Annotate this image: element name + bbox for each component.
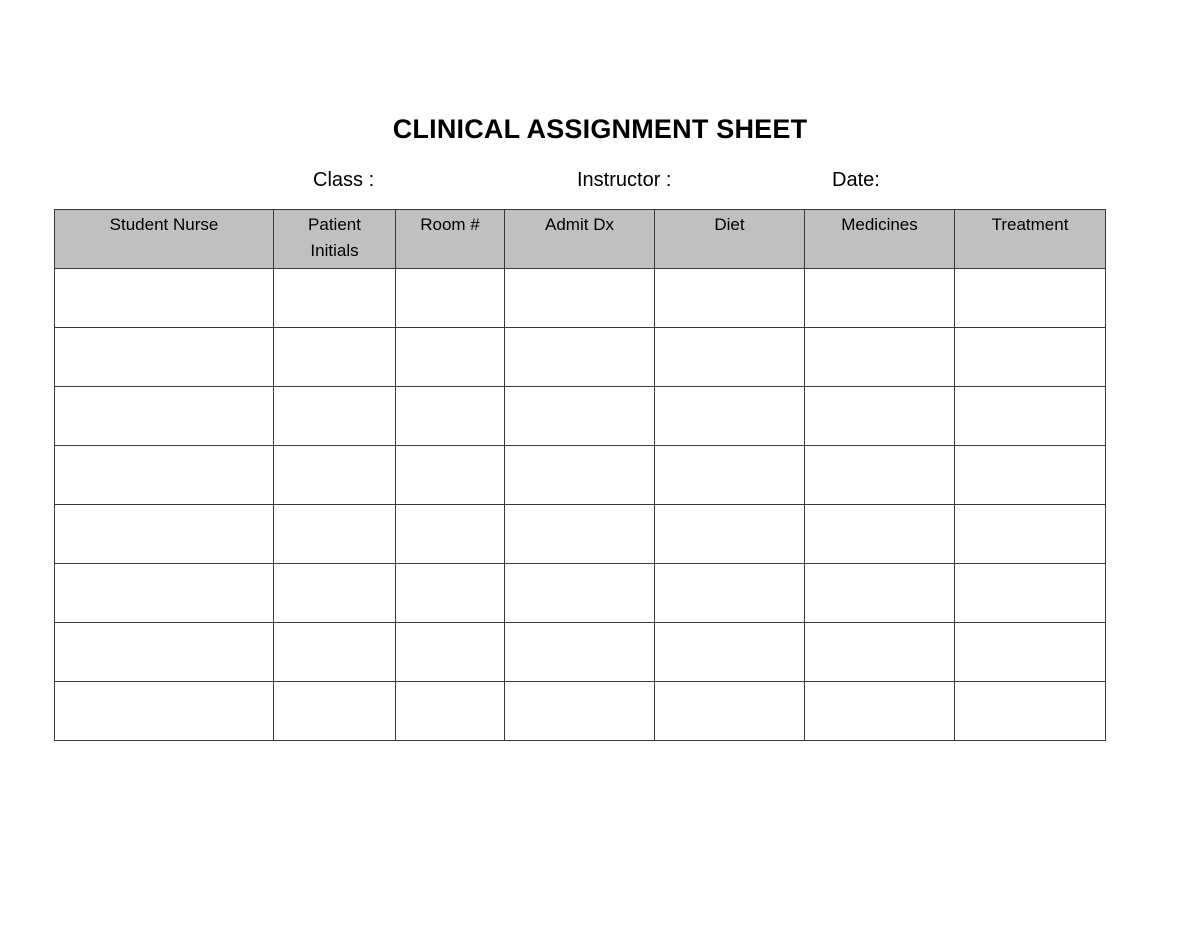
table-row [55, 564, 1106, 623]
column-header-room: Room # [396, 210, 505, 269]
assignment-table [54, 209, 1106, 741]
cell-student-nurse[interactable] [55, 387, 274, 446]
table-row [55, 623, 1106, 682]
table-row [55, 387, 1106, 446]
cell-patient-initials[interactable] [274, 623, 396, 682]
cell-admit-dx[interactable] [505, 564, 655, 623]
cell-treatment[interactable] [955, 328, 1106, 387]
table-row [55, 505, 1106, 564]
cell-room[interactable] [396, 446, 505, 505]
cell-admit-dx[interactable] [505, 682, 655, 741]
cell-student-nurse[interactable] [55, 682, 274, 741]
cell-student-nurse[interactable] [55, 269, 274, 328]
cell-treatment[interactable] [955, 682, 1106, 741]
cell-student-nurse[interactable] [55, 446, 274, 505]
cell-diet[interactable] [655, 446, 805, 505]
page-title: CLINICAL ASSIGNMENT SHEET [392, 114, 808, 144]
column-header-medicines: Medicines [805, 210, 955, 269]
cell-medicines[interactable] [805, 387, 955, 446]
cell-student-nurse[interactable] [55, 564, 274, 623]
column-header-patient-initials: Patient Initials [274, 210, 396, 269]
cell-medicines[interactable] [805, 623, 955, 682]
cell-admit-dx[interactable] [505, 446, 655, 505]
cell-room[interactable] [396, 387, 505, 446]
cell-treatment[interactable] [955, 564, 1106, 623]
cell-medicines[interactable] [805, 446, 955, 505]
cell-student-nurse[interactable] [55, 328, 274, 387]
date-field-label: Date: [832, 169, 880, 191]
cell-medicines[interactable] [805, 505, 955, 564]
instructor-field-label: Instructor : [577, 169, 672, 191]
cell-room[interactable] [396, 269, 505, 328]
cell-diet[interactable] [655, 505, 805, 564]
cell-diet[interactable] [655, 564, 805, 623]
table-header-row [55, 210, 1106, 269]
cell-admit-dx[interactable] [505, 505, 655, 564]
cell-room[interactable] [396, 564, 505, 623]
cell-patient-initials[interactable] [274, 446, 396, 505]
cell-admit-dx[interactable] [505, 623, 655, 682]
table-row [55, 328, 1106, 387]
cell-student-nurse[interactable] [55, 623, 274, 682]
table-row [55, 446, 1106, 505]
cell-medicines[interactable] [805, 682, 955, 741]
cell-medicines[interactable] [805, 269, 955, 328]
cell-student-nurse[interactable] [55, 505, 274, 564]
cell-treatment[interactable] [955, 269, 1106, 328]
cell-patient-initials[interactable] [274, 269, 396, 328]
cell-diet[interactable] [655, 682, 805, 741]
cell-diet[interactable] [655, 387, 805, 446]
cell-treatment[interactable] [955, 387, 1106, 446]
column-header-treatment: Treatment [955, 210, 1106, 269]
cell-treatment[interactable] [955, 623, 1106, 682]
cell-room[interactable] [396, 328, 505, 387]
table-row [55, 682, 1106, 741]
cell-diet[interactable] [655, 269, 805, 328]
cell-patient-initials[interactable] [274, 328, 396, 387]
table-row [55, 269, 1106, 328]
class-field-label: Class : [313, 169, 375, 191]
cell-patient-initials[interactable] [274, 387, 396, 446]
cell-room[interactable] [396, 505, 505, 564]
cell-diet[interactable] [655, 623, 805, 682]
cell-patient-initials[interactable] [274, 682, 396, 741]
cell-room[interactable] [396, 682, 505, 741]
cell-medicines[interactable] [805, 328, 955, 387]
cell-treatment[interactable] [955, 505, 1106, 564]
cell-patient-initials[interactable] [274, 564, 396, 623]
cell-patient-initials[interactable] [274, 505, 396, 564]
cell-admit-dx[interactable] [505, 269, 655, 328]
cell-medicines[interactable] [805, 564, 955, 623]
column-header-admit-dx: Admit Dx [505, 210, 655, 269]
cell-room[interactable] [396, 623, 505, 682]
column-header-student-nurse: Student Nurse [55, 210, 274, 269]
cell-admit-dx[interactable] [505, 387, 655, 446]
table-body [55, 269, 1106, 741]
cell-admit-dx[interactable] [505, 328, 655, 387]
cell-diet[interactable] [655, 328, 805, 387]
column-header-diet: Diet [655, 210, 805, 269]
cell-treatment[interactable] [955, 446, 1106, 505]
